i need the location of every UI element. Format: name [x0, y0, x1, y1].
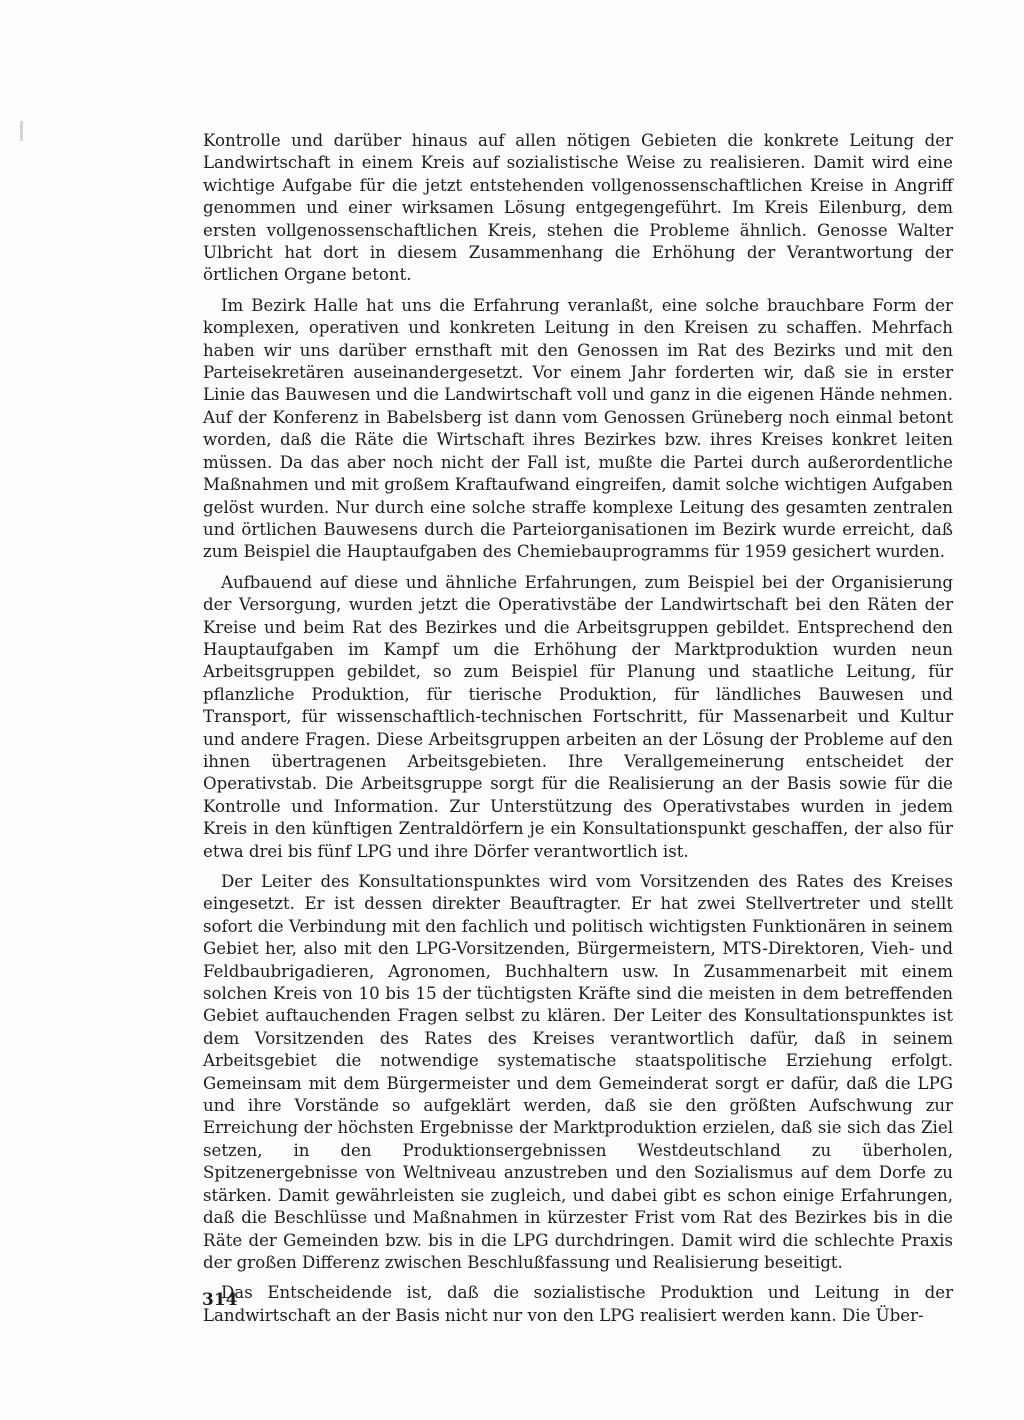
paragraph-5: Das Entscheidende ist, daß die sozialistische Produktion und Leitung in der Landwirtschaft an der Basis nicht nur von den LPG realisiert werden kann. Die Über- [203, 1283, 953, 1325]
binding-edge-mark [18, 120, 26, 142]
paragraph-4: Der Leiter des Konsultationspunktes wird vom Vorsitzenden des Rates des Kreises eingesetzt. Er ist dessen direkter Beauftragter. Er hat zwei Stellvertreter und stellt sofort die Verbindung mit den fachlich und politisch wichtigsten Funktionären in seinem Gebiet her, also mit den LPG-Vorsitzenden, Bürgermeistern, MTS-Direktoren, Vieh- und Feldbaubrigadieren, Agronomen, Buchhaltern usw. In Zusammenarbeit mit einem solchen Kreis von 10 bis 15 der tüchtigsten Kräfte sind die meisten in dem betreffenden Gebiet auftauchenden Fragen selbst zu klären. Der Leiter des Konsultationspunktes ist dem Vorsitzenden des Rates des Kreises verantwortlich dafür, daß in seinem Arbeitsgebiet die notwendige systematische staatspolitische Erziehung erfolgt. Gemeinsam mit dem Bürgermeister und dem Gemeinderat sorgt er dafür, daß die LPG und ihre Vorstände so aufgeklärt werden, daß sie den größten Aufschwung zur Erreichung der höchsten Ergebnisse der Marktproduktion erzielen, daß sie sich das Ziel setzen, in den Produktionsergebnissen Westdeutschland zu überholen, Spitzenergebnisse von Weltniveau anzustreben und den Sozialismus auf dem Dorfe zu stärken. Damit gewährleisten sie zugleich, und dabei gibt es schon einige Erfahrungen, daß die Beschlüsse und Maßnahmen in kürzester Frist vom Rat des Bezirkes bis in die Räte der Gemeinden bzw. bis in die LPG durchdringen. Damit wird die schlechte Praxis der großen Differenz zwischen Beschlußfassung und Realisierung beseitigt. [203, 872, 953, 1272]
page-number: 314 [202, 1290, 238, 1310]
paragraph-3: Aufbauend auf diese und ähnliche Erfahrungen, zum Beispiel bei der Organisierung der Versorgung, wurden jetzt die Operativstäbe der Landwirtschaft bei den Räten der Kreise und beim Rat des Bezirkes und die Arbeitsgruppen gebildet. Entsprechend den Hauptaufgaben im Kampf um die Erhöhung der Marktproduktion wurden neun Arbeitsgruppen gebildet, so zum Beispiel für Planung und staatliche Leitung, für pflanzliche Produktion, für tierische Produktion, für ländliches Bauwesen und Transport, für wissenschaftlich-technischen Fortschritt, für Massenarbeit und Kultur und andere Fragen. Diese Arbeitsgruppen arbeiten an der Lösung der Probleme auf den ihnen übertragenen Arbeitsgebieten. Ihre Verallgemeinerung entscheidet der Operativstab. Die Arbeitsgruppe sorgt für die Realisierung an der Basis sowie für die Kontrolle und Information. Zur Unterstützung des Operativstabes wurden in jedem Kreis in den künftigen Zentraldörfern je ein Konsultationspunkt geschaffen, der also für etwa drei bis fünf LPG und ihre Dörfer verantwortlich ist. [203, 572, 953, 861]
paragraph-1: Kontrolle und darüber hinaus auf allen nötigen Gebieten die konkrete Leitung der Landwirtschaft in einem Kreis auf sozialistische Weise zu realisieren. Damit wird eine wichtige Aufgabe für die jetzt entstehenden vollgenossenschaftlichen Kreise in Angriff genommen und einer wirksamen Lösung entgegengeführt. Im Kreis Eilenburg, dem ersten vollgenossenschaftlichen Kreis, stehen die Probleme ähnlich. Genosse Walter Ulbricht hat dort in diesem Zusammenhang die Erhöhung der Verantwortung der örtlichen Organe betont. [203, 131, 953, 285]
body-text [203, 130, 953, 1335]
paragraph-2: Im Bezirk Halle hat uns die Erfahrung veranlaßt, eine solche brauchbare Form der komplexen, operativen und konkreten Leitung in den Kreisen zu schaffen. Mehrfach haben wir uns darüber ernsthaft mit den Genossen im Rat des Bezirks und mit den Parteisekretären auseinandergesetzt. Vor einem Jahr forderten wir, daß sie in erster Linie das Bauwesen und die Landwirtschaft voll und ganz in die eigenen Hände nehmen. Auf der Konferenz in Babelsberg ist dann vom Genossen Grüneberg noch einmal betont worden, daß die Räte die Wirtschaft ihres Bezirkes bzw. ihres Kreises konkret leiten müssen. Da das aber noch nicht der Fall ist, mußte die Partei durch außerordentliche Maßnahmen und mit großem Kraftaufwand eingreifen, damit solche wichtigen Aufgaben gelöst wurden. Nur durch eine solche straffe komplexe Leitung des gesamten zentralen und örtlichen Bauwesens durch die Parteiorganisationen im Bezirk wurde erreicht, daß zum Beispiel die Hauptaufgaben des Chemiebauprogramms für 1959 gesichert wurden. [203, 295, 953, 562]
